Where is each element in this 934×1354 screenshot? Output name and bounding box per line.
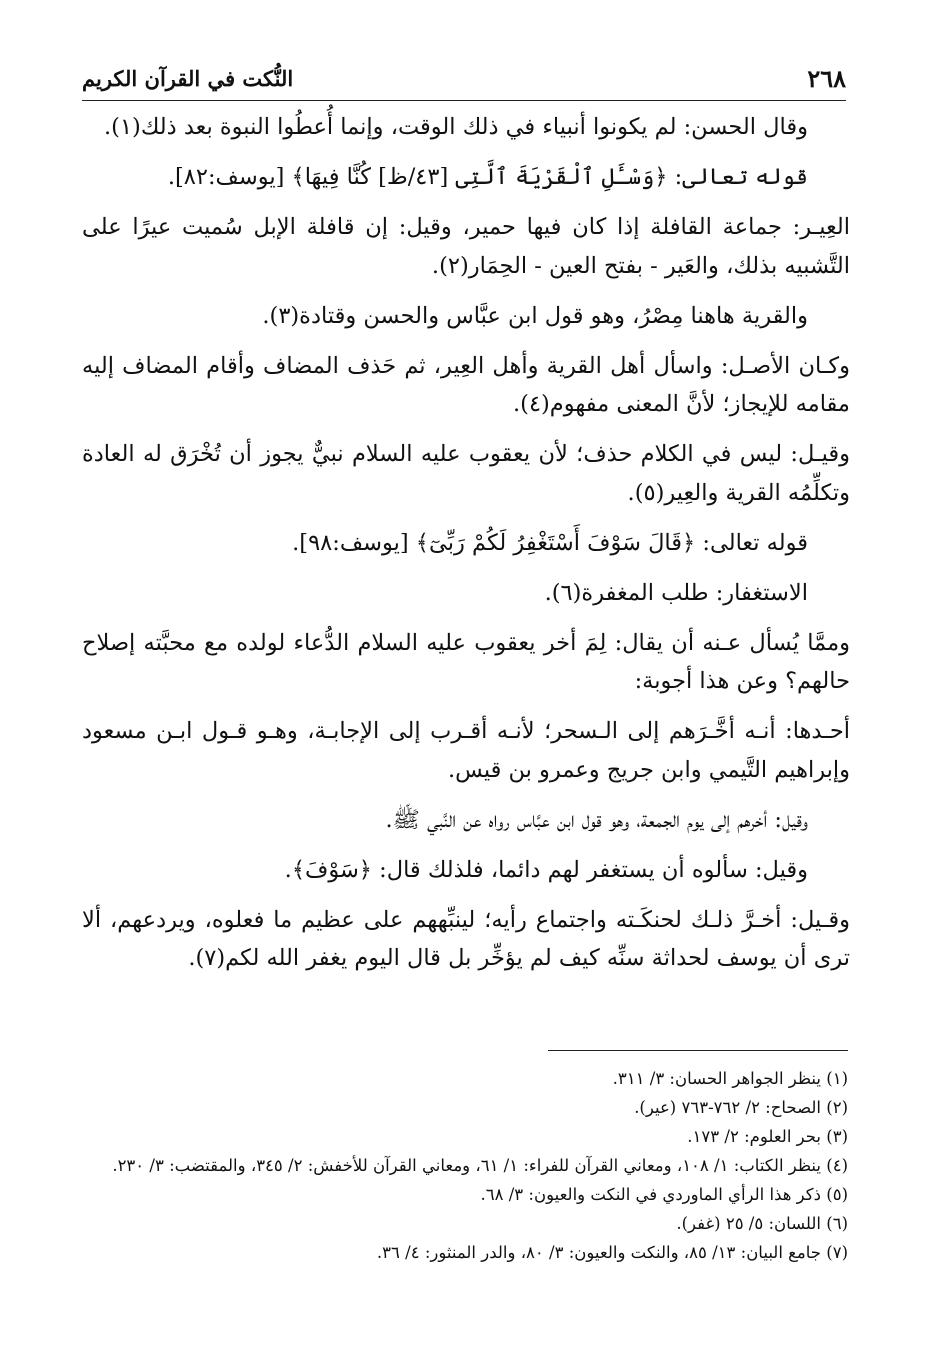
- paragraph: العِيـر: جماعة القافلة إذا كان فيها حمير، وقيل: إن قافلة الإبل سُميت عيرًا على التَّشبيه بذلك، والعَير - بفتح العين - الحِمَار(٢).: [82, 214, 850, 279]
- footnote: (٧) جامع البيان: ١٣/ ٨٥، والنكت والعيون: ٣/ ٨٠، والدر المنثور: ٤/ ٣٦.: [376, 1243, 848, 1262]
- paragraph: وقيل: أخرهم إلى يوم الجمعة، وهو قول ابن عبَّاس رواه عن النَّبي ﷺ.: [385, 806, 808, 833]
- footnote: (٦) اللسان: ٥/ ٢٥ (غفر).: [676, 1214, 848, 1233]
- paragraph: وقيل: سألوه أن يستغفر لهم دائما، فلذلك قال: ﴿سَوْفَ﴾.: [284, 856, 808, 883]
- paragraph: وممَّا يُسأل عـنه أن يقال: لِمَ أخر يعقوب عليه السلام الدُّعاء لولده مع محبَّته إصلاح حالهم؟ وعن هذا أجوبة:: [82, 629, 850, 694]
- running-header: [82, 60, 846, 101]
- paragraph: الاستغفار: طلب المغفرة(٦).: [544, 579, 808, 606]
- footnote: (٣) بحر العلوم: ٢/ ١٧٣.: [687, 1127, 848, 1146]
- paragraph: وكـان الأصـل: واسأل أهل القرية وأهل العِير، ثم حَذف المضاف وأقام المضاف إليه مقامه للإيجاز؛ لأنَّ المعنى مفهوم(٤).: [82, 352, 850, 417]
- paragraph: والقرية هاهنا مِصْرُ، وهو قول ابن عبَّاس والحسن وقتادة(٣).: [262, 302, 808, 329]
- page-number: ٢٦٨: [807, 64, 846, 93]
- footnotes: [82, 1064, 848, 1267]
- footnote: (١) ينظر الجواهر الحسان: ٣/ ٣١١.: [612, 1069, 848, 1088]
- footnote-divider: [548, 1050, 848, 1051]
- main-text: [82, 108, 850, 989]
- footnote: (٤) ينظر الكتاب: ١/ ١٠٨، ومعاني القرآن للفراء: ١/ ٦١، ومعاني القرآن للأخفش: ٢/ ٣٤٥، والمقتضب: ٣/ ٢٣٠.: [112, 1156, 848, 1175]
- paragraph: قوله تعالى: ﴿وَسْـَٔلِ ٱلْقَرْيَةَ ٱلَّتِى [٤٣/ظ] كُنَّا فِيهَا﴾ [يوسف:٨٢].: [167, 164, 808, 190]
- footnote: (٢) الصحاح: ٢/ ٧٦٢-٧٦٣ (عير).: [634, 1098, 848, 1117]
- paragraph: أحـدها: أنـه أخَّـرَهم إلى الـسحر؛ لأنـه أقـرب إلى الإجابـة، وهـو قـول ابـن مسعود وإبراهيم التَّيمي وابن جريج وعمرو بن قيس.: [82, 718, 850, 783]
- footnote: (٥) ذكر هذا الرأي الماوردي في النكت والعيون: ٣/ ٦٨.: [480, 1185, 848, 1204]
- paragraph: وقيـل: ليس في الكلام حذف؛ لأن يعقوب عليه السلام نبيٌّ يجوز أن تُخْرَق له العادة وتكلِّمُه القرية والعِير(٥).: [82, 441, 850, 506]
- paragraph: قوله تعالى: ﴿قَالَ سَوْفَ أَسْتَغْفِرُ لَكُمْ رَبِّىٓ﴾ [يوسف:٩٨].: [292, 529, 808, 556]
- paragraph: وقال الحسن: لم يكونوا أنبياء في ذلك الوقت، وإنما أُعطُوا النبوة بعد ذلك(١).: [104, 114, 808, 140]
- paragraph: وقـيل: أخـرَّ ذلـك لحنكَـته واجتماع رأيه؛ لينبِّههم على عظيم ما فعلوه، ويردعهم، ألا ترى أن يوسف لحداثة سنِّه كيف لم يؤخِّر بل قال اليوم يغفر الله لكم(٧).: [82, 906, 850, 971]
- book-title: النُّكت في القرآن الكريم: [82, 66, 294, 91]
